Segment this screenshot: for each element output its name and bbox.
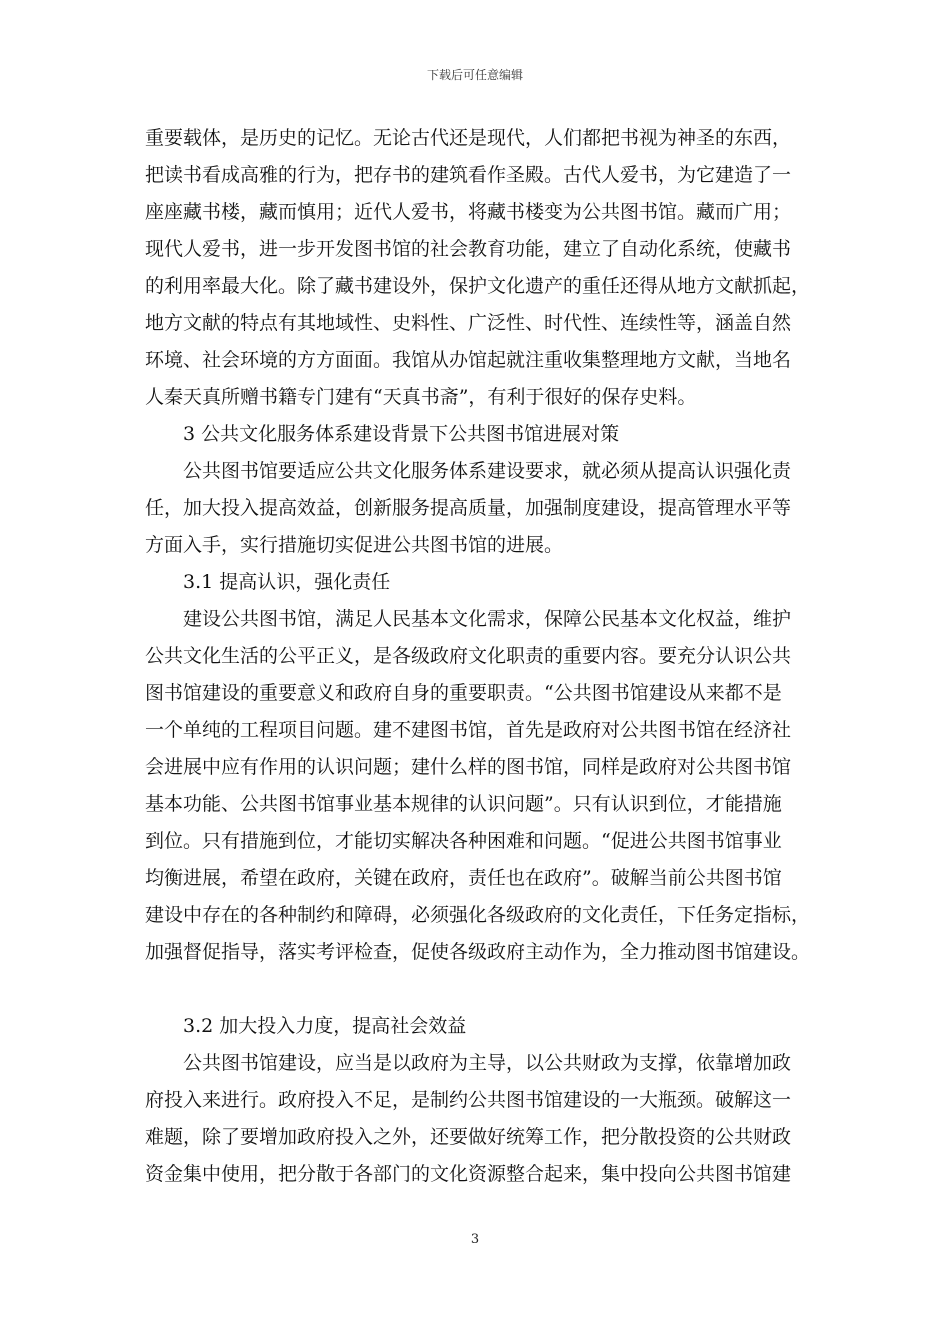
text-line: 图书馆建设的重要意义和政府自身的重要职责。“公共图书馆建设从来都不是 — [145, 682, 782, 704]
text-line: 难题，除了要增加政府投入之外，还要做好统筹工作，把分散投资的公共财政 — [145, 1126, 792, 1148]
paragraph — [145, 601, 825, 971]
text-line: 府投入来进行。政府投入不足，是制约公共图书馆建设的一大瓶颈。破解这一 — [145, 1089, 792, 1111]
text-line: 任，加大投入提高效益，创新服务提高质量，加强制度建设，提高管理水平等 — [145, 497, 792, 519]
section-heading: 3 公共文化服务体系建设背景下公共图书馆进展对策 — [183, 423, 620, 445]
text-line: 公共图书馆建设，应当是以政府为主导，以公共财政为支撑，依靠增加政 — [183, 1052, 792, 1074]
text-line: 公共文化生活的公平正义，是各级政府文化职责的重要内容。要充分认识公共 — [145, 645, 792, 667]
text-line: 的利用率最大化。除了藏书建设外，保护文化遗产的重任还得从地方文献抓起， — [145, 275, 811, 297]
text-line: 公共图书馆要适应公共文化服务体系建设要求，就必须从提高认识强化责 — [183, 460, 792, 482]
text-line: 建设中存在的各种制约和障碍，必须强化各级政府的文化责任，下任务定指标， — [145, 904, 811, 926]
text-line: 现代人爱书，进一步开发图书馆的社会教育功能，建立了自动化系统，使藏书 — [145, 238, 792, 260]
text-line: 到位。只有措施到位，才能切实解决各种困难和问题。“促进公共图书馆事业 — [145, 830, 782, 852]
paragraph — [145, 1045, 825, 1193]
text-line: 方面入手，实行措施切实促进公共图书馆的进展。 — [145, 534, 564, 556]
text-line: 加强督促指导，落实考评检查，促使各级政府主动作为，全力推动图书馆建设。 — [145, 941, 811, 963]
page-number: 3 — [470, 1232, 480, 1247]
text-line: 重要载体，是历史的记忆。无论古代还是现代，人们都把书视为神圣的东西， — [145, 127, 792, 149]
text-line: 均衡进展，希望在政府，关键在政府，责任也在政府”。破解当前公共图书馆 — [145, 867, 782, 889]
section-heading: 3.2 加大投入力度，提高社会效益 — [183, 1015, 467, 1037]
page-header: 下载后可任意编辑 — [426, 68, 523, 82]
paragraph-spacer — [145, 971, 825, 1008]
paragraph — [145, 120, 825, 416]
paragraph — [145, 453, 825, 564]
text-line: 会进展中应有作用的认识问题；建什么样的图书馆，同样是政府对公共图书馆 — [145, 756, 792, 778]
text-line: 建设公共图书馆，满足人民基本文化需求，保障公民基本文化权益，维护 — [183, 608, 792, 630]
text-line: 人秦天真所赠书籍专门建有“天真书斋”，有利于很好的保存史料。 — [145, 386, 697, 408]
text-line: 环境、社会环境的方方面面。我馆从办馆起就注重收集整理地方文献，当地名 — [145, 349, 792, 371]
text-line: 地方文献的特点有其地域性、史料性、广泛性、时代性、连续性等，涵盖自然 — [145, 312, 792, 334]
text-line: 一个单纯的工程项目问题。建不建图书馆，首先是政府对公共图书馆在经济社 — [145, 719, 792, 741]
text-line: 座座藏书楼，藏而慎用；近代人爱书，将藏书楼变为公共图书馆。藏而广用； — [145, 201, 792, 223]
document-body — [145, 120, 825, 1193]
text-line: 基本功能、公共图书馆事业基本规律的认识问题”。只有认识到位，才能措施 — [145, 793, 782, 815]
section-heading: 3.1 提高认识，强化责任 — [183, 571, 391, 593]
text-line: 资金集中使用，把分散于各部门的文化资源整合起来，集中投向公共图书馆建 — [145, 1163, 792, 1185]
text-line: 把读书看成高雅的行为，把存书的建筑看作圣殿。古代人爱书，为它建造了一 — [145, 164, 792, 186]
